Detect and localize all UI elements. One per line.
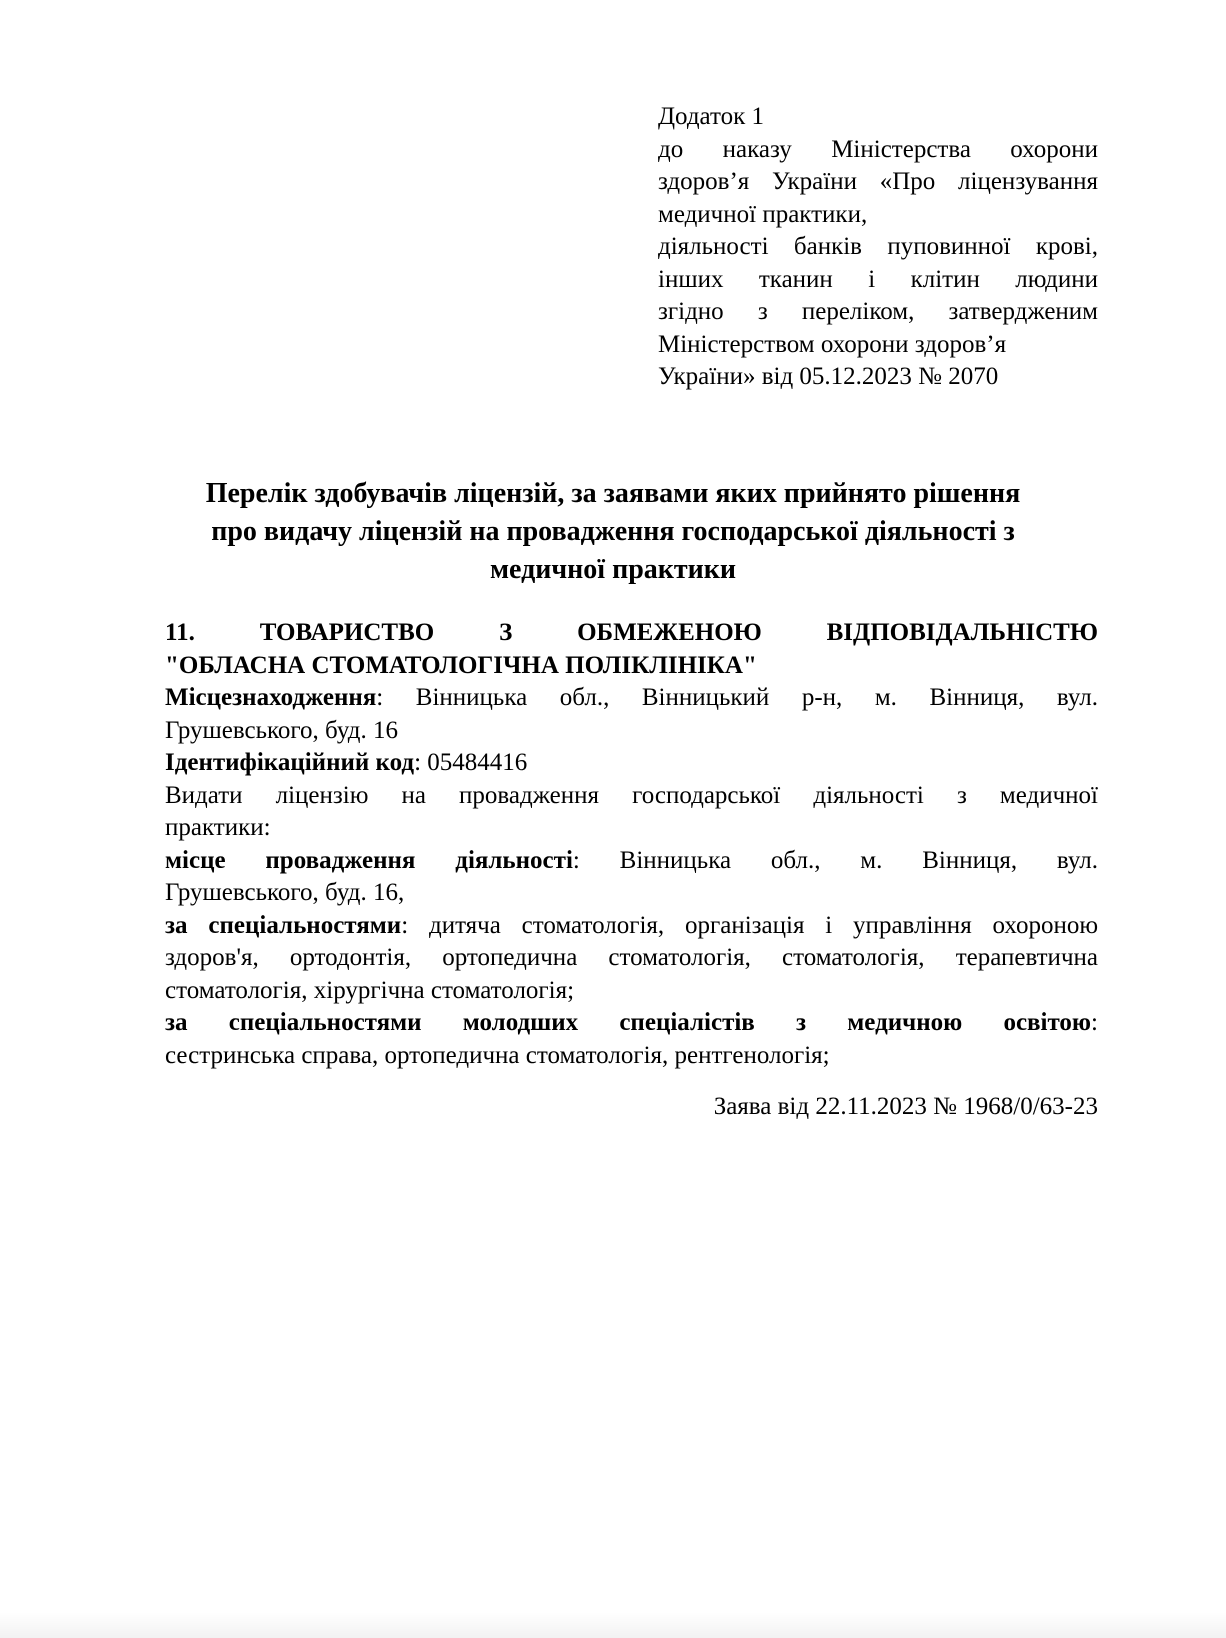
annex-line: України» від 05.12.2023 № 2070: [658, 363, 999, 390]
junior-specialties-value: сестринська справа, ортопедична стоматологія, рентгенологія;: [165, 1041, 830, 1069]
specialties-value-cont: стоматологія, хірургічна стоматологія;: [165, 976, 575, 1004]
annex-line: Міністерством охорони здоров’я: [658, 330, 1007, 358]
location-value: : Вінницька обл., Вінницький р-н, м. Вінниця, вул.: [376, 684, 1098, 711]
activity-place-row: [165, 845, 1098, 878]
annex-block: [658, 101, 1098, 394]
entry-heading: "ОБЛАСНА СТОМАТОЛОГІЧНА ПОЛІКЛІНІКА": [165, 651, 757, 679]
id-code-label: Ідентифікаційний код: [165, 749, 415, 776]
annex-line: інших тканин і клітин людини: [658, 265, 1098, 293]
title-line: Перелік здобувачів ліцензій, за заявами яких прийнято рішення: [205, 478, 1021, 509]
junior-specialties-label: за спеціальностями молодших спеціалістів з медичною освітою: [165, 1009, 1092, 1036]
annex-line: діяльності банків пуповинної крові,: [658, 233, 1098, 260]
page-bottom-shadow: [0, 1612, 1226, 1638]
annex-line: медичної практики,: [658, 200, 868, 228]
title-line: медичної практики: [489, 554, 737, 585]
application-reference: Заява від 22.11.2023 № 1968/0/63-23: [713, 1093, 1098, 1120]
issue-license-text: Видати ліцензію на провадження господарської діяльності з медичної: [165, 781, 1098, 809]
activity-place-label: місце провадження діяльності: [165, 846, 573, 874]
document-title: [150, 475, 1076, 589]
annex-line: здоров’я України «Про ліцензування: [658, 168, 1098, 195]
id-code-value: : 05484416: [414, 749, 528, 776]
annex-line: згідно з переліком, затвердженим: [658, 298, 1098, 325]
specialties-value: : дитяча стоматологія, організація і управління охороною: [401, 911, 1098, 939]
annex-line: до наказу Міністерства охорони: [658, 135, 1098, 163]
specialties-value-cont: здоров'я, ортодонтія, ортопедична стоматологія, стоматологія, терапевтична: [165, 944, 1098, 971]
annex-line: Додаток 1: [658, 103, 764, 130]
location-value-cont: Грушевського, буд. 16: [165, 716, 398, 744]
entry-heading: 11. ТОВАРИСТВО З ОБМЕЖЕНОЮ ВІДПОВІДАЛЬНІСТЮ: [165, 619, 1098, 646]
location-label: Місцезнаходження: [165, 684, 377, 711]
activity-place-value-cont: Грушевського, буд. 16,: [165, 879, 405, 906]
specialties-row: [165, 910, 1098, 943]
issue-license-text: практики:: [165, 814, 271, 841]
junior-specialties-colon: :: [1091, 1009, 1098, 1036]
specialties-label: за спеціальностями: [165, 911, 402, 939]
id-code-row: [165, 747, 1098, 780]
license-entry: [165, 617, 1098, 1072]
junior-specialties-row: [165, 1007, 1098, 1040]
activity-place-value: : Вінницька обл., м. Вінниця, вул.: [572, 846, 1098, 874]
location-row: [165, 682, 1098, 715]
title-line: про видачу ліцензій на провадження господарської діяльності з: [211, 516, 1015, 547]
